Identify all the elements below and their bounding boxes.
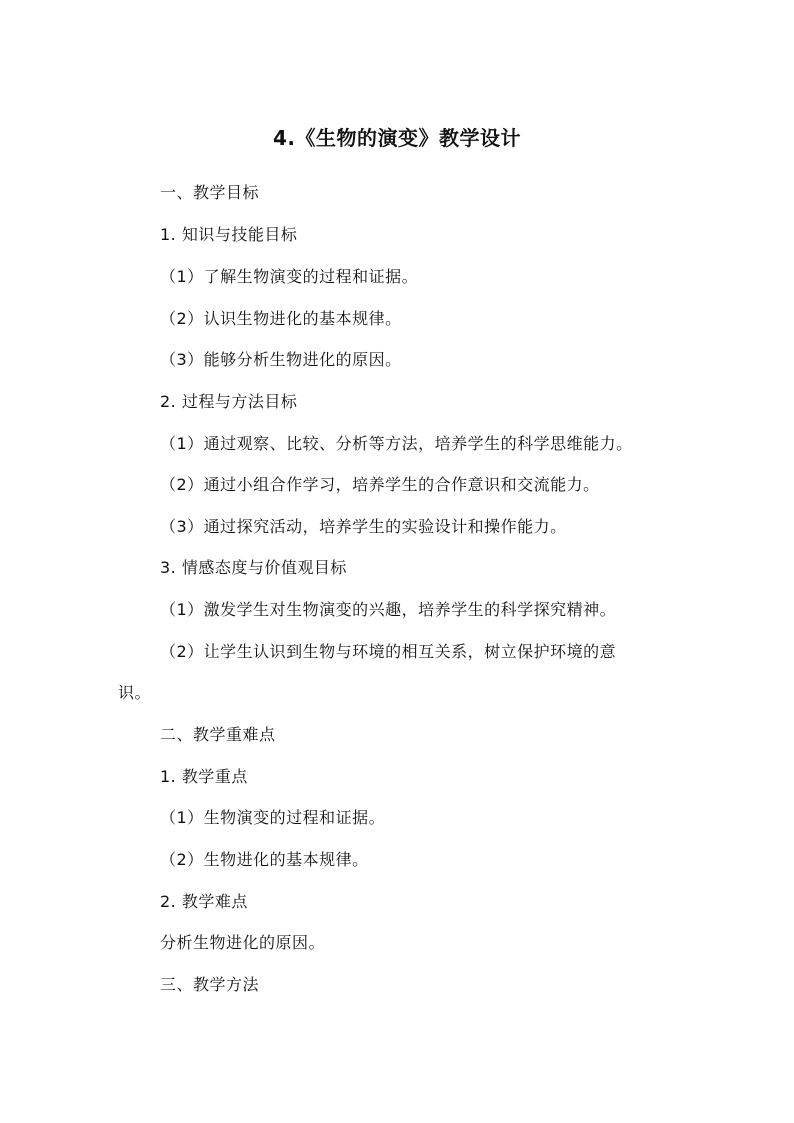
subheading-attitudes-values: 3. 情感态度与价值观目标 (160, 558, 347, 577)
section-heading-key-difficult-points: 二、教学重难点 (160, 725, 276, 744)
document-title: 4.《生物的演变》教学设计 (272, 126, 521, 150)
subheading-knowledge-skills: 1. 知识与技能目标 (160, 225, 298, 244)
list-item: （1）激发学生对生物演变的兴趣，培养学生的科学探究精神。 (160, 600, 617, 619)
section-heading-teaching-methods: 三、教学方法 (160, 975, 260, 994)
subheading-process-methods: 2. 过程与方法目标 (160, 392, 298, 411)
list-item: （2）生物进化的基本规律。 (160, 850, 369, 869)
subheading-difficult-points: 2. 教学难点 (160, 892, 248, 911)
list-item: （2）让学生认识到生物与环境的相互关系，树立保护环境的意 (160, 642, 617, 661)
list-item: （2）认识生物进化的基本规律。 (160, 309, 402, 328)
list-item: （1）了解生物演变的过程和证据。 (160, 267, 419, 286)
list-item: （3）通过探究活动，培养学生的实验设计和操作能力。 (160, 517, 567, 536)
list-item: （1）通过观察、比较、分析等方法，培养学生的科学思维能力。 (160, 434, 633, 453)
list-item-continuation: 识。 (118, 683, 152, 702)
paragraph-text: 分析生物进化的原因。 (160, 933, 326, 952)
list-item: （1）生物演变的过程和证据。 (160, 808, 386, 827)
list-item: （2）通过小组合作学习，培养学生的合作意识和交流能力。 (160, 475, 600, 494)
subheading-key-points: 1. 教学重点 (160, 767, 248, 786)
list-item: （3）能够分析生物进化的原因。 (160, 350, 402, 369)
section-heading-objectives: 一、教学目标 (160, 183, 260, 202)
